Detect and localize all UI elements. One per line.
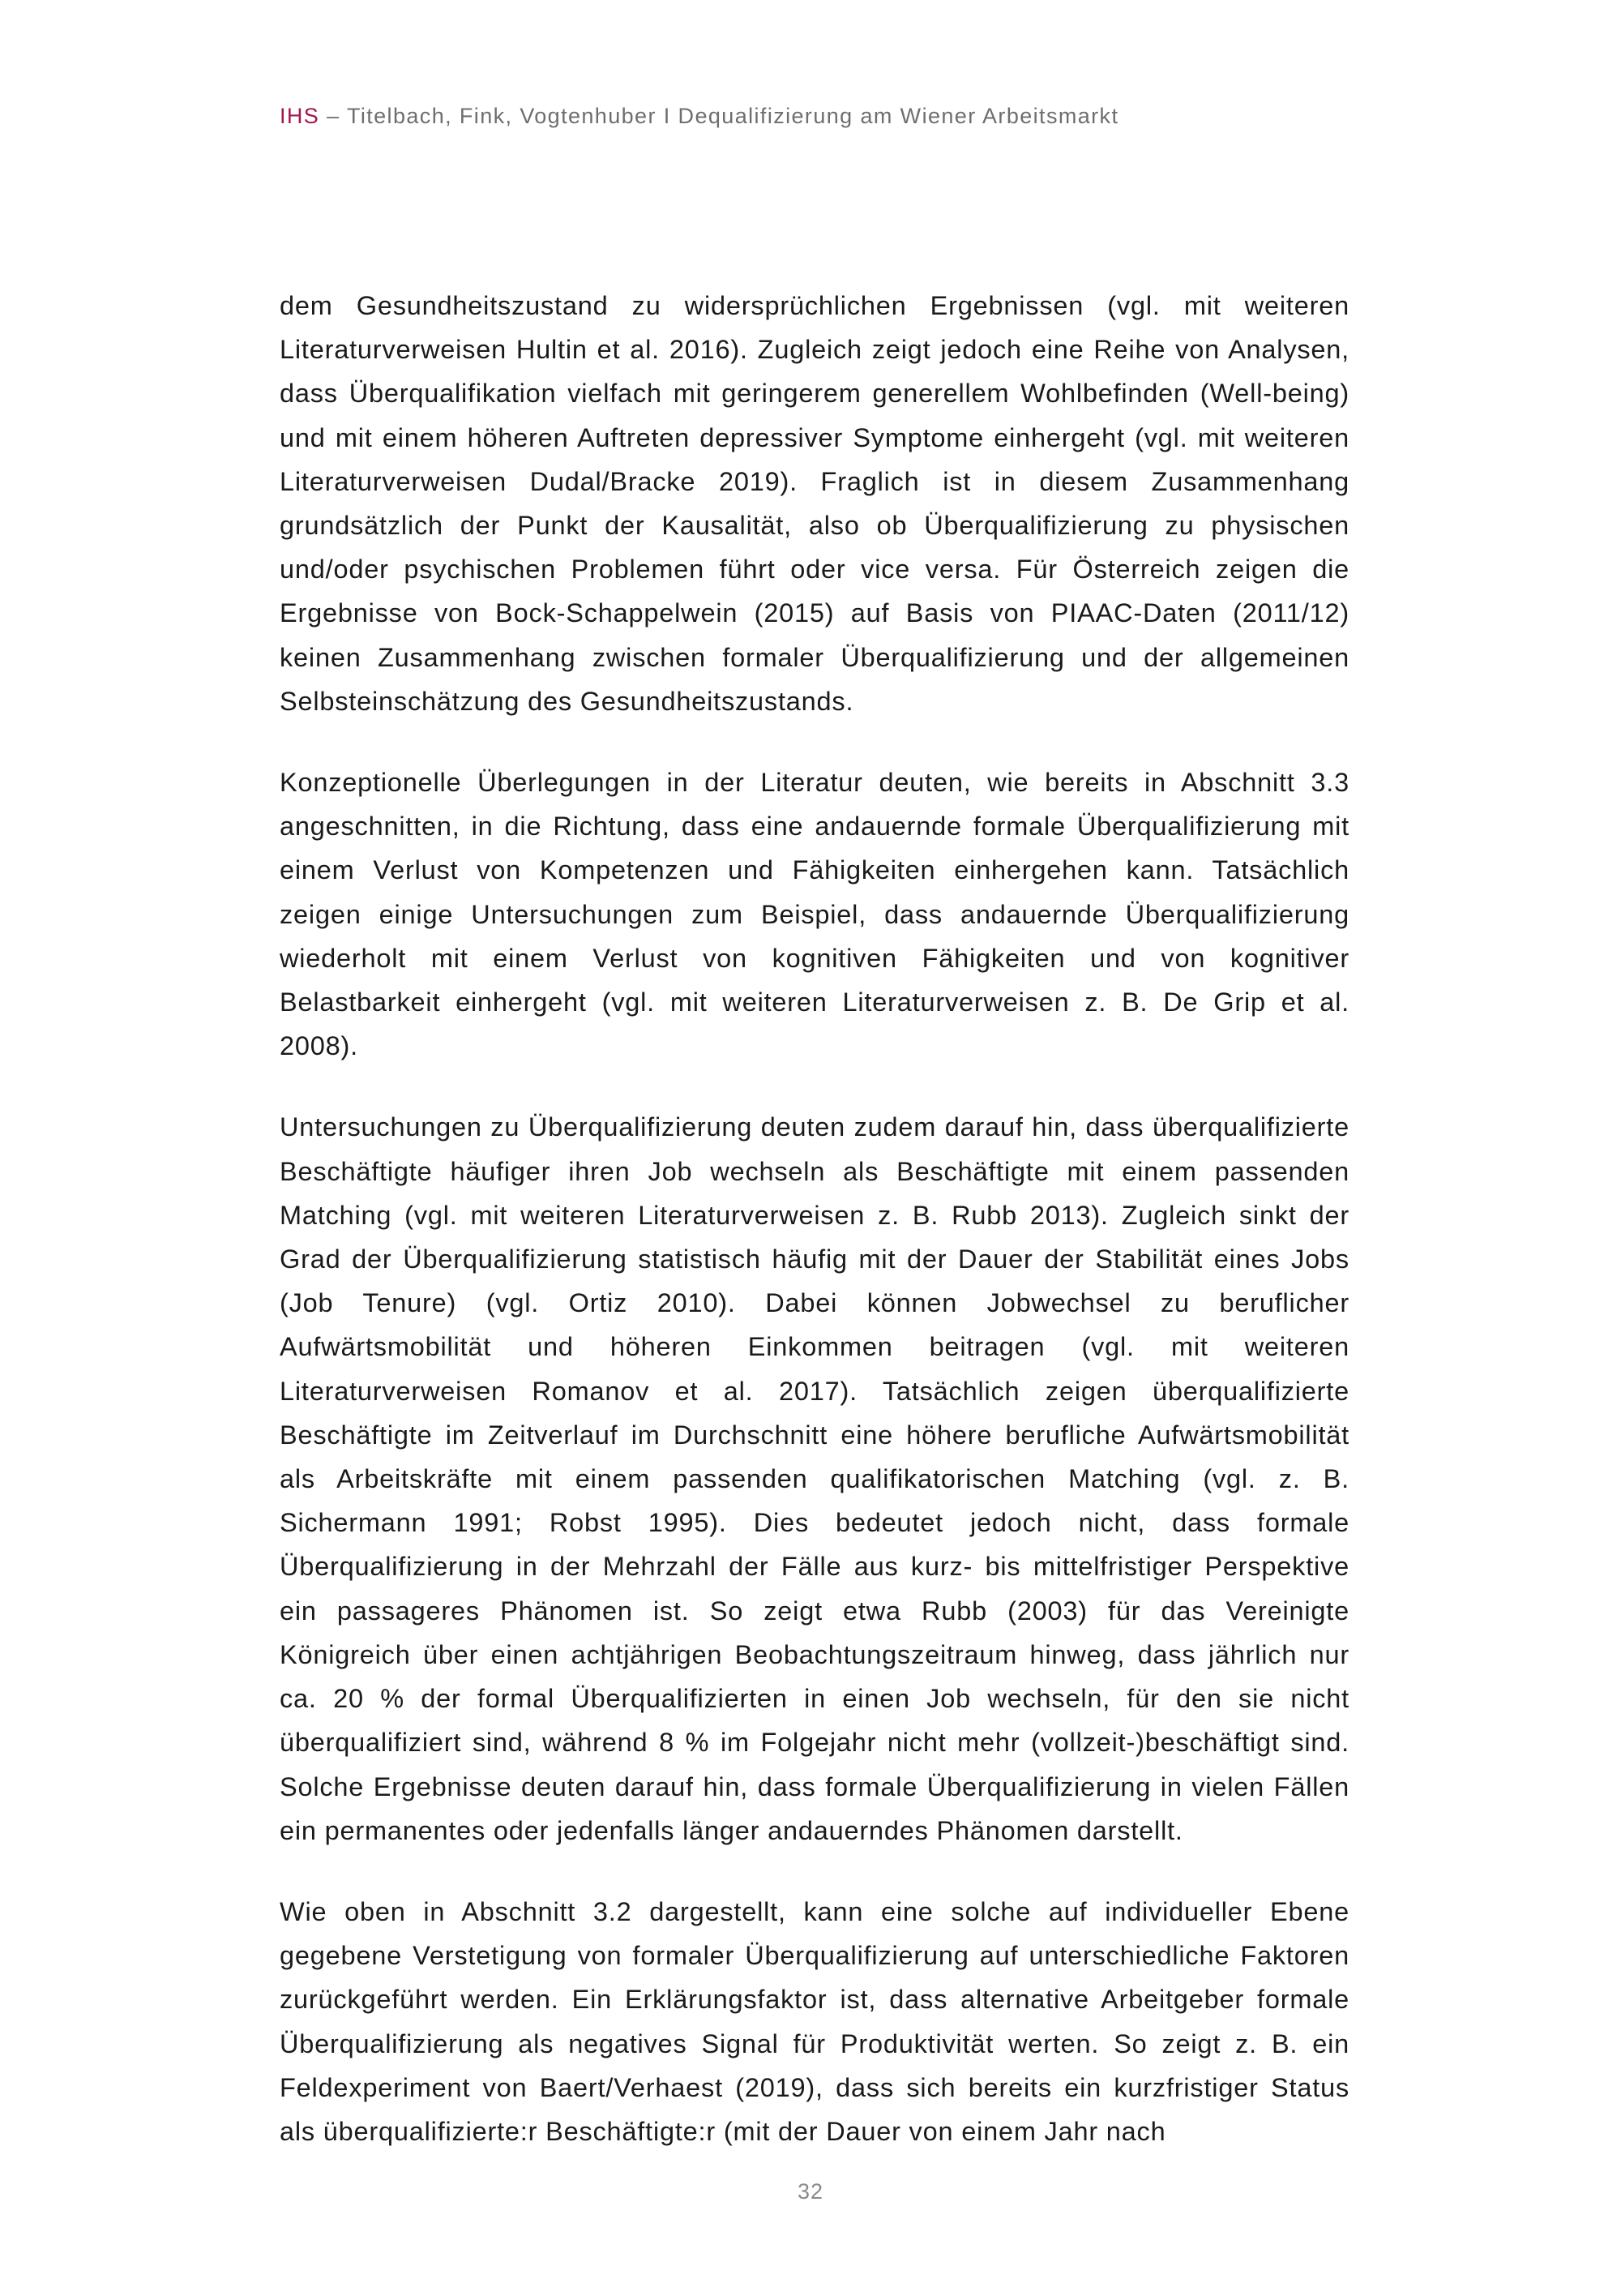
paragraph: dem Gesundheitszustand zu widersprüchlichen Ergebnissen (vgl. mit weiteren Literaturverweisen Hultin et al. 2016). Zugleich zeigt jedoch eine Reihe von Analysen, dass Überqualifikation vielfach mit geringerem generellem Wohlbefinden (Well-being) und mit einem höheren Auftreten depressiver Symptome einhergeht (vgl. mit weiteren Literaturverweisen Dudal/Bracke 2019). Fraglich ist in diesem Zusammenhang grundsätzlich der Punkt der Kausalität, also ob Überqualifizierung zu physischen und/oder psychischen Problemen führt oder vice versa. Für Österreich zeigen die Ergebnisse von Bock-Schappelwein (2015) auf Basis von PIAAC-Daten (2011/12) keinen Zusammenhang zwischen formaler Überqualifizierung und der allgemeinen Selbsteinschätzung des Gesundheitszustands. — [280, 291, 1349, 716]
running-header — [280, 104, 1118, 129]
header-org: IHS — [280, 104, 320, 128]
paragraph: Untersuchungen zu Überqualifizierung deuten zudem darauf hin, dass überqualifizierte Beschäftigte häufiger ihren Job wechseln als Beschäftigte mit einem passenden Matching (vgl. mit weiteren Literaturverweisen z. B. Rubb 2013). Zugleich sinkt der Grad der Überqualifizierung statistisch häufig mit der Dauer der Stabilität eines Jobs (Job Tenure) (vgl. Ortiz 2010). Dabei können Jobwechsel zu beruflicher Aufwärtsmobilität und höheren Einkommen beitragen (vgl. mit weiteren Literaturverweisen Romanov et al. 2017). Tatsächlich zeigen überqualifizierte Beschäftigte im Zeitverlauf im Durchschnitt eine höhere berufliche Aufwärtsmobilität als Arbeitskräfte mit einem passenden qualifikatorischen Matching (vgl. z. B. Sichermann 1991; Robst 1995). Dies bedeutet jedoch nicht, dass formale Überqualifizierung in der Mehrzahl der Fälle aus kurz- bis mittelfristiger Perspektive ein passageres Phänomen ist. So zeigt etwa Rubb (2003) für das Vereinigte Königreich über einen achtjährigen Beobachtungszeitraum hinweg, dass jährlich nur ca. 20 % der formal Überqualifizierten in einen Job wechseln, für den sie nicht überqualifiziert sind, während 8 % im Folgejahr nicht mehr (vollzeit-)beschäftigt sind. Solche Ergebnisse deuten darauf hin, dass formale Überqualifizierung in vielen Fällen ein permanentes oder jedenfalls länger andauerndes Phänomen darstellt. — [280, 1112, 1349, 1845]
body-text — [280, 284, 1349, 2191]
header-title: – Titelbach, Fink, Vogtenhuber I Dequalifizierung am Wiener Arbeitsmarkt — [319, 104, 1119, 128]
paragraph: Konzeptionelle Überlegungen in der Literatur deuten, wie bereits in Abschnitt 3.3 angeschnitten, in die Richtung, dass eine andauernde formale Überqualifizierung mit einem Verlust von Kompetenzen und Fähigkeiten einhergehen kann. Tatsächlich zeigen einige Untersuchungen zum Beispiel, dass andauernde Überqualifizierung wiederholt mit einem Verlust von kognitiven Fähigkeiten und von kognitiver Belastbarkeit einhergeht (vgl. mit weiteren Literaturverweisen z. B. De Grip et al. 2008). — [280, 768, 1349, 1061]
paragraph: Wie oben in Abschnitt 3.2 dargestellt, kann eine solche auf individueller Ebene gegebene Verstetigung von formaler Überqualifizierung auf unterschiedliche Faktoren zurückgeführt werden. Ein Erklärungsfaktor ist, dass alternative Arbeitgeber formale Überqualifizierung als negatives Signal für Produktivität werten. So zeigt z. B. ein Feldexperiment von Baert/Verhaest (2019), dass sich bereits ein kurzfristiger Status als überqualifizierte:r Beschäftigte:r (mit der Dauer von einem Jahr nach — [280, 1896, 1349, 2146]
page-number: 32 — [797, 2179, 824, 2204]
